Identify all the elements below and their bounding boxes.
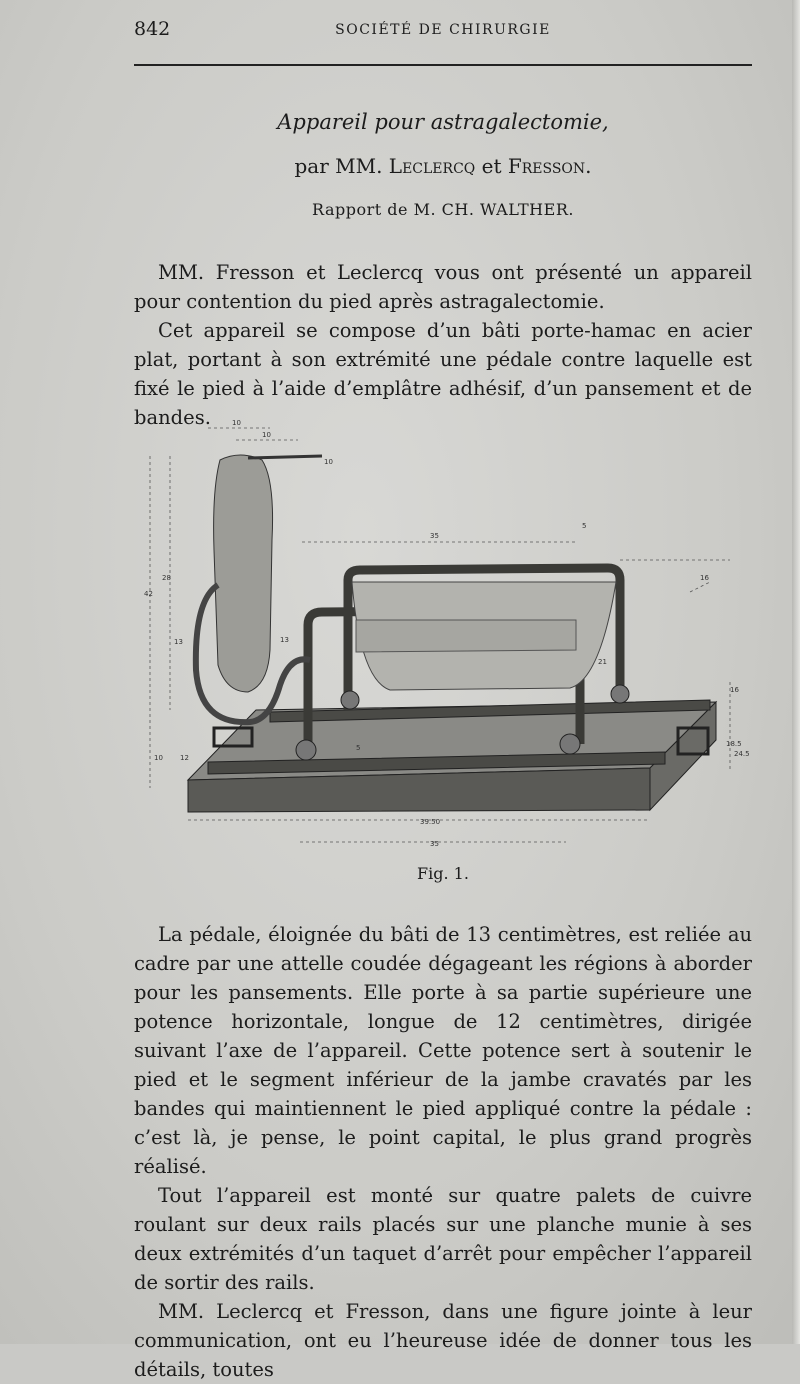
article-authors — [134, 154, 752, 178]
hammock-inner — [356, 620, 576, 652]
paragraph: Cet appareil se compose d’un bâti porte-hamac en acier plat, portant à son extrémité une pédale contre laquelle est fixé le pied à l’aide d’emplâtre adhésif, d’un pansement et de bandes. — [134, 319, 752, 429]
dim-label: 21 — [598, 658, 607, 666]
author-leclercq: Leclercq — [388, 154, 476, 178]
dim-label: 13 — [174, 638, 183, 646]
dim-label: 10 — [232, 419, 241, 427]
running-header — [134, 18, 752, 46]
foot-potence — [248, 456, 322, 458]
dim-label: 18.5 — [726, 740, 742, 748]
dim-label: 24.5 — [734, 750, 750, 758]
paragraph: Tout l’appareil est monté sur quatre palets de cuivre roulant sur deux rails placés sur une planche munie à ses deux extrémités d’un taquet d’arrêt pour empêcher l’appareil de sortir des rails. — [134, 1184, 752, 1294]
paragraph: La pédale, éloignée du bâti de 13 centimètres, est reliée au cadre par une attelle coudée dégageant les régions à aborder pour les pansements. Elle porte à sa partie supérieure une potence horizontale, longue de 12 centimètres, dirigée suivant l’axe de l’appareil. Cette potence sert à soutenir le pied et le segment inférieur de la jambe cravatés par les bandes qui maintiennent le pied appliqué contre la pédale : c’est là, je pense, le point capital, le plus grand progrès réalisé. — [134, 923, 752, 1178]
running-title: SOCIÉTÉ DE CHIRURGIE — [335, 22, 551, 38]
dim-label: 12 — [180, 754, 189, 762]
header-rule — [134, 64, 752, 66]
wheel — [611, 685, 629, 703]
wheel — [296, 740, 316, 760]
report-line: Rapport de M. CH. WALTHER. — [312, 200, 574, 219]
figure-caption: Fig. 1. — [417, 864, 469, 883]
page-edge — [792, 0, 800, 1344]
dim-label: 35 — [430, 840, 439, 848]
dim-label: 5 — [356, 744, 361, 752]
dim-label: 42 — [144, 590, 153, 598]
dim-label: 10 — [154, 754, 163, 762]
dim-label: 35 — [430, 532, 439, 540]
body-text-top — [134, 258, 752, 432]
dim-label: 10 — [262, 431, 271, 439]
dim-label: 16 — [730, 686, 739, 694]
page-number: 842 — [134, 18, 171, 40]
dim-label: 5 — [582, 522, 587, 530]
author-fresson: Fresson. — [507, 154, 592, 178]
paragraph: MM. Leclercq et Fresson, dans une figure jointe à leur communication, ont eu l’heureuse idée de donner tous les détails, toutes — [134, 1300, 752, 1381]
dim-label: 16 — [700, 574, 709, 582]
wheel — [341, 691, 359, 709]
authors-prefix: par MM. — [294, 154, 383, 178]
paragraph: MM. Fresson et Leclercq vous ont présenté un appareil pour contention du pied après astragalectomie. — [134, 261, 752, 313]
dim-label: 10 — [324, 458, 333, 466]
dim-label: 39.50 — [420, 818, 441, 826]
apparatus-figure — [130, 410, 770, 850]
body-text-bottom — [134, 920, 752, 1384]
article-heading — [134, 110, 752, 219]
wheel — [560, 734, 580, 754]
dim-label: 13 — [280, 636, 289, 644]
authors-join: et — [481, 154, 502, 178]
foot-pedal — [214, 455, 273, 692]
dim-label: 28 — [162, 574, 171, 582]
article-title: Appareil pour astragalectomie, — [277, 110, 609, 134]
